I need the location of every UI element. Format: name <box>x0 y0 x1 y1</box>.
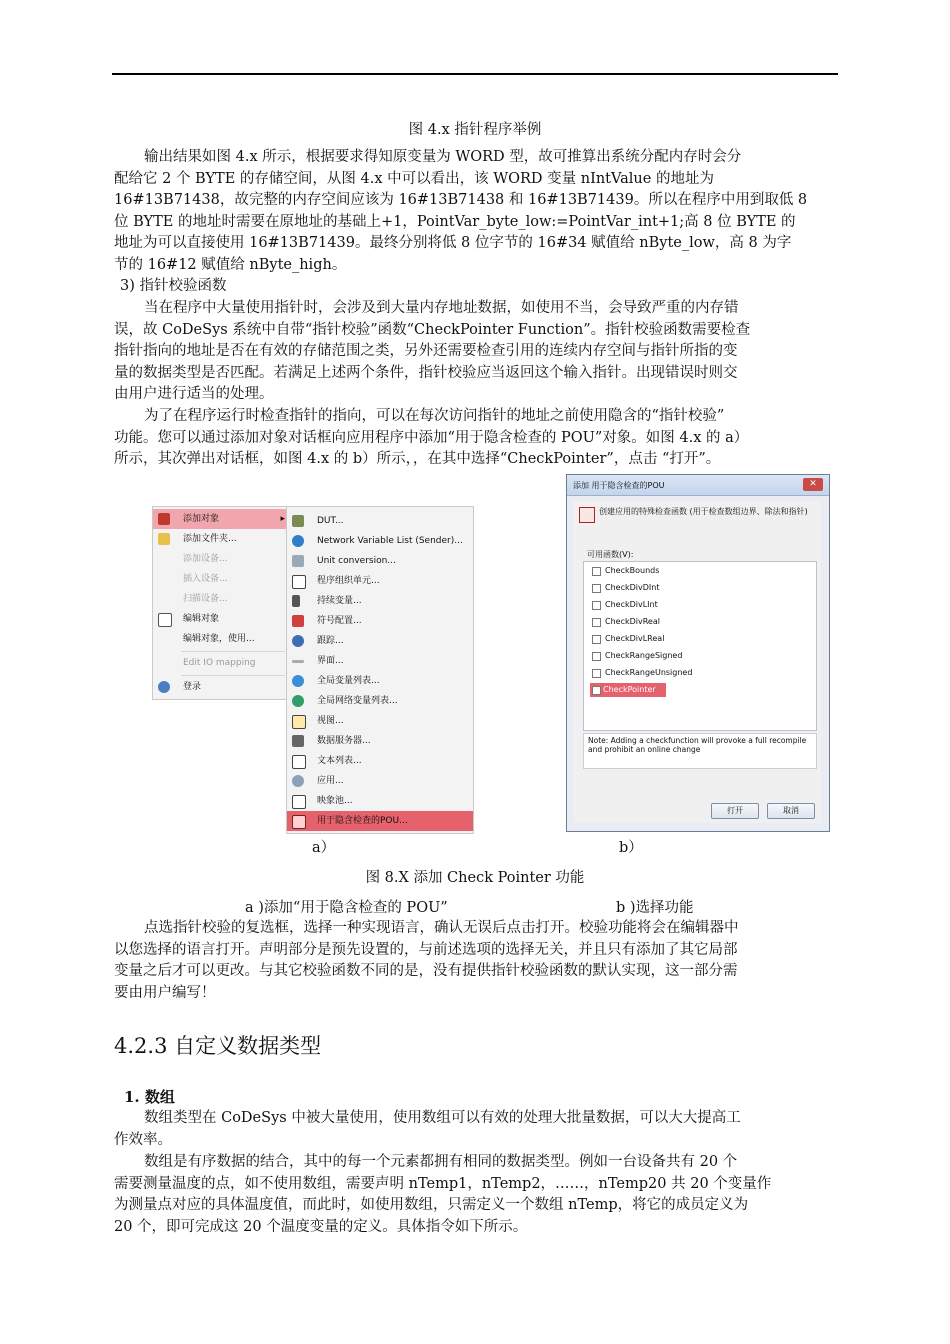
menu-item-trace[interactable] <box>287 631 473 651</box>
checkbox-label: CheckDivDInt <box>605 583 660 592</box>
text-line: 变量之后才可以更改。与其它校验函数不同的是，没有提供指针校验函数的默认实现，这一部分需 <box>114 963 738 979</box>
menu-item-label: 应用... <box>317 776 344 786</box>
menu-item-scan-device[interactable] <box>153 589 289 609</box>
menu-item-label: 用于隐含检查的POU... <box>317 816 408 826</box>
section-heading: 4.2.3 自定义数据类型 <box>114 1034 322 1058</box>
checkbox-checkrangeunsigned[interactable] <box>592 666 812 680</box>
text-line: 数组类型在 CoDeSys 中被大量使用，使用数组可以有效的处理大批量数据，可以大大提高工 <box>144 1110 741 1126</box>
paragraph-check-select <box>114 918 838 1004</box>
text-line: 量的数据类型是否匹配。若满足上述两个条件，指针校验应当返回这个输入指针。出现错误时则交 <box>114 364 738 381</box>
folder-icon <box>158 533 170 545</box>
text-line: 功能。您可以通过添加对象对话框向应用程序中添加“用于隐含检查的 POU”对象。如图 4.x 的 a） <box>114 429 749 446</box>
menu-item-label: 符号配置... <box>317 616 362 626</box>
text-line: 所示，其次弹出对话框，如图 4.x 的 b）所示，，在其中选择“CheckPointer”，点击 “打开”。 <box>114 451 721 467</box>
checkbox-label: CheckBounds <box>605 566 660 575</box>
menu-item-edit-object-with[interactable] <box>153 629 289 649</box>
menu-item-application[interactable] <box>287 771 473 791</box>
dataserver-icon <box>292 735 304 747</box>
checkbox-label: CheckRangeSigned <box>605 651 683 660</box>
add-object-icon <box>158 513 170 525</box>
menu-item-symbol-config[interactable] <box>287 611 473 631</box>
subsection-heading: 1. 数组 <box>124 1088 175 1106</box>
screenshot-add-pou-dialog <box>566 474 830 832</box>
menu-item-login[interactable] <box>153 677 289 697</box>
menu-item-edit-object[interactable] <box>153 609 289 629</box>
checkbox-checkpointer[interactable] <box>590 683 666 697</box>
dialog-note: Note: Adding a checkfunction will provoke a full recompile and prohibit an online change <box>583 733 817 769</box>
menu-item-text-list[interactable] <box>287 751 473 771</box>
menu-item-add-device[interactable] <box>153 549 289 569</box>
close-icon[interactable]: ✕ <box>803 478 823 491</box>
menu-item-label: 视图... <box>317 716 344 726</box>
edit-icon <box>158 613 172 627</box>
text-line: 为了在程序运行时检查指针的指向，可以在每次访问指针的地址之前使用隐含的“指针校验” <box>144 408 725 424</box>
paragraph-array-detail <box>114 1152 838 1238</box>
menu-item-label: 插入设备... <box>183 574 228 584</box>
menu-item-label: 持续变量... <box>317 596 362 606</box>
pou-check-icon <box>292 815 306 829</box>
menu-item-persistent-vars[interactable] <box>287 591 473 611</box>
dialog-body <box>573 501 821 823</box>
menu-item-label: 添加设备... <box>183 554 228 564</box>
menu-item-edit-io-mapping[interactable] <box>153 653 289 673</box>
text-line: 16#13B71438，故完整的内存空间应该为 16#13B71438 和 16#13B71439。所以在程序中用到取低 8 <box>114 192 808 208</box>
checkbox-checkdivlint[interactable] <box>592 598 812 612</box>
pou-check-icon <box>579 507 595 523</box>
text-line: 地址为可以直接使用 16#13B71439。最终分别将低 8 位字节的 16#34 赋值给 nByte_low，高 8 为字 <box>114 235 792 251</box>
submenu-add-object <box>286 506 474 834</box>
globe-icon <box>292 675 304 687</box>
textlist-icon <box>292 755 306 769</box>
menu-item-global-network-var-list[interactable] <box>287 691 473 711</box>
item-heading: 3) 指针校验函数 <box>120 278 227 294</box>
checkbox-label: CheckRangeUnsigned <box>605 668 693 677</box>
menu-item-dut[interactable] <box>287 511 473 531</box>
menu-item-add-folder[interactable] <box>153 529 289 549</box>
text-line: 要由用户编写！ <box>114 984 216 1001</box>
menu-item-label: 界面... <box>317 656 344 666</box>
text-line: 数组是有序数据的结合，其中的每一个元素都拥有相同的数据类型。例如一台设备共有 20 个 <box>144 1154 738 1170</box>
login-icon <box>158 681 170 693</box>
menu-item-label: 全局变量列表... <box>317 676 380 686</box>
subcaption-a: a )添加“用于隐含检查的 POU” <box>245 900 448 916</box>
menu-item-label: 全局网络变量列表... <box>317 696 398 706</box>
imagepool-icon <box>292 795 306 809</box>
menu-item-label: Unit conversion... <box>317 556 396 566</box>
menu-item-label: 跟踪... <box>317 636 344 646</box>
menu-item-label: Network Variable List (Sender)... <box>317 536 463 546</box>
application-icon <box>292 775 304 787</box>
checkbox-label: CheckDivLReal <box>605 634 665 643</box>
functions-list <box>583 561 817 731</box>
menu-item-label: 数据服务器... <box>317 736 371 746</box>
visu-icon <box>292 715 306 729</box>
menu-item-network-variable-list[interactable] <box>287 531 473 551</box>
menu-item-insert-device[interactable] <box>153 569 289 589</box>
menu-item-add-object[interactable] <box>153 509 289 529</box>
checkbox-checkbounds[interactable] <box>592 564 812 578</box>
paragraph-output <box>114 147 838 276</box>
open-button[interactable]: 打开 <box>711 803 759 819</box>
subcaption-b: b )选择功能 <box>616 900 694 916</box>
menu-item-label: 添加对象 <box>183 514 220 524</box>
text-line: 由用户进行适当的处理。 <box>114 386 274 402</box>
cancel-button[interactable]: 取消 <box>767 803 815 819</box>
paragraph-array-intro <box>114 1108 838 1151</box>
text-line: 当在程序中大量使用指针时，会涉及到大量内存地址数据，如使用不当，会导致严重的内存错 <box>144 300 739 316</box>
checkbox-label: CheckDivReal <box>605 617 660 626</box>
interface-icon <box>292 660 304 663</box>
screenshot-add-object-menu <box>152 506 474 832</box>
paragraph-pointer-check <box>114 298 838 406</box>
checkbox-label: CheckDivLInt <box>605 600 658 609</box>
menu-item-label: 编辑对象，使用... <box>183 634 255 644</box>
menu-item-unit-conversion[interactable] <box>287 551 473 571</box>
menu-item-label: DUT... <box>317 516 344 526</box>
header-rule <box>112 73 838 75</box>
persistent-icon <box>292 595 300 607</box>
context-menu <box>152 506 290 700</box>
pou-icon <box>292 575 306 589</box>
menu-item-label: 映象池... <box>317 796 353 806</box>
text-line: 20 个，即可完成这 20 个温度变量的定义。具体指令如下所示。 <box>114 1218 528 1235</box>
text-line: 位 BYTE 的地址时需要在原地址的基础上+1，PointVar_byte_low:=PointVar_int+1;高 8 位 BYTE 的 <box>114 213 796 230</box>
checkbox-checkdivlreal[interactable] <box>592 632 812 646</box>
menu-item-pou[interactable] <box>287 571 473 591</box>
globe-network-icon <box>292 695 304 707</box>
menu-item-pou-implicit-check[interactable] <box>287 811 473 831</box>
text-line: 指针指向的地址是否在有效的存储范围之类，另外还需要检查引用的连续内存空间与指针所指的变 <box>114 343 738 359</box>
text-line: 输出结果如图 4.x 所示，根据要求得知原变量为 WORD 型，故可推算出系统分配内存时会分 <box>144 149 742 165</box>
menu-item-label: Edit IO mapping <box>183 658 256 668</box>
figure-caption: 图 8.X 添加 Check Pointer 功能 <box>365 870 585 886</box>
dialog-titlebar <box>567 475 829 496</box>
symbol-icon <box>292 615 304 627</box>
menu-item-data-server[interactable] <box>287 731 473 751</box>
functions-label: 可用函数(V): <box>587 550 634 559</box>
menu-item-visualization[interactable] <box>287 711 473 731</box>
menu-item-label: 编辑对象 <box>183 614 220 624</box>
menu-item-interface[interactable] <box>287 651 473 671</box>
dut-icon <box>292 515 304 527</box>
text-line: 作效率。 <box>114 1131 172 1148</box>
menu-item-label: 文本列表... <box>317 756 362 766</box>
unit-icon <box>292 555 304 567</box>
menu-item-label: 添加文件夹... <box>183 534 237 544</box>
text-line: 节的 16#12 赋值给 nByte_high。 <box>114 256 347 273</box>
menu-item-global-var-list[interactable] <box>287 671 473 691</box>
text-line: 误，故 CoDeSys 系统中自带“指针校验”函数“CheckPointer Function”。指针校验函数需要检查 <box>114 321 751 338</box>
menu-item-label: 程序组织单元... <box>317 576 380 586</box>
text-line: 以您选择的语言打开。声明部分是预先设置的，与前述选项的选择无关，并且只有添加了其它局部 <box>114 941 738 958</box>
text-line: 需要测量温度的点，如不使用数组，需要声明 nTemp1，nTemp2，……，nTemp20 共 20 个变量作 <box>114 1175 772 1192</box>
checkbox-checkrangesigned[interactable] <box>592 649 812 663</box>
paragraph-runtime <box>114 406 838 471</box>
network-icon <box>292 535 304 547</box>
checkbox-checkdivreal[interactable] <box>592 615 812 629</box>
dialog-description: 创建应用的特殊检查函数 (用于检查数组边界、除法和指针) <box>599 507 808 516</box>
checkbox-checkdivdint[interactable] <box>592 581 812 595</box>
menu-separator <box>181 651 285 652</box>
dialog-title: 添加 用于隐含检查的POU <box>573 481 665 490</box>
trace-icon <box>292 635 304 647</box>
text-line: 配给它 2 个 BYTE 的存储空间，从图 4.x 中可以看出，该 WORD 变量 nIntValue 的地址为 <box>114 170 714 187</box>
checkbox-label: CheckPointer <box>603 685 656 694</box>
subfigure-label-b: b） <box>619 840 643 856</box>
menu-item-label: 扫描设备... <box>183 594 228 604</box>
text-line: 点选指针校验的复选框，选择一种实现语言，确认无误后点击打开。校验功能将会在编辑器中 <box>144 920 739 936</box>
subfigure-label-a: a） <box>312 840 336 856</box>
text-line: 为测量点对应的具体温度值，而此时，如使用数组，只需定义一个数组 nTemp，将它的成员定义为 <box>114 1197 749 1213</box>
menu-item-image-pool[interactable] <box>287 791 473 811</box>
submenu-arrow-icon: ▸ <box>280 514 285 524</box>
figure-top-caption: 图 4.x 指针程序举例 <box>408 122 542 138</box>
menu-item-label: 登录 <box>183 682 202 692</box>
menu-separator <box>181 675 285 676</box>
